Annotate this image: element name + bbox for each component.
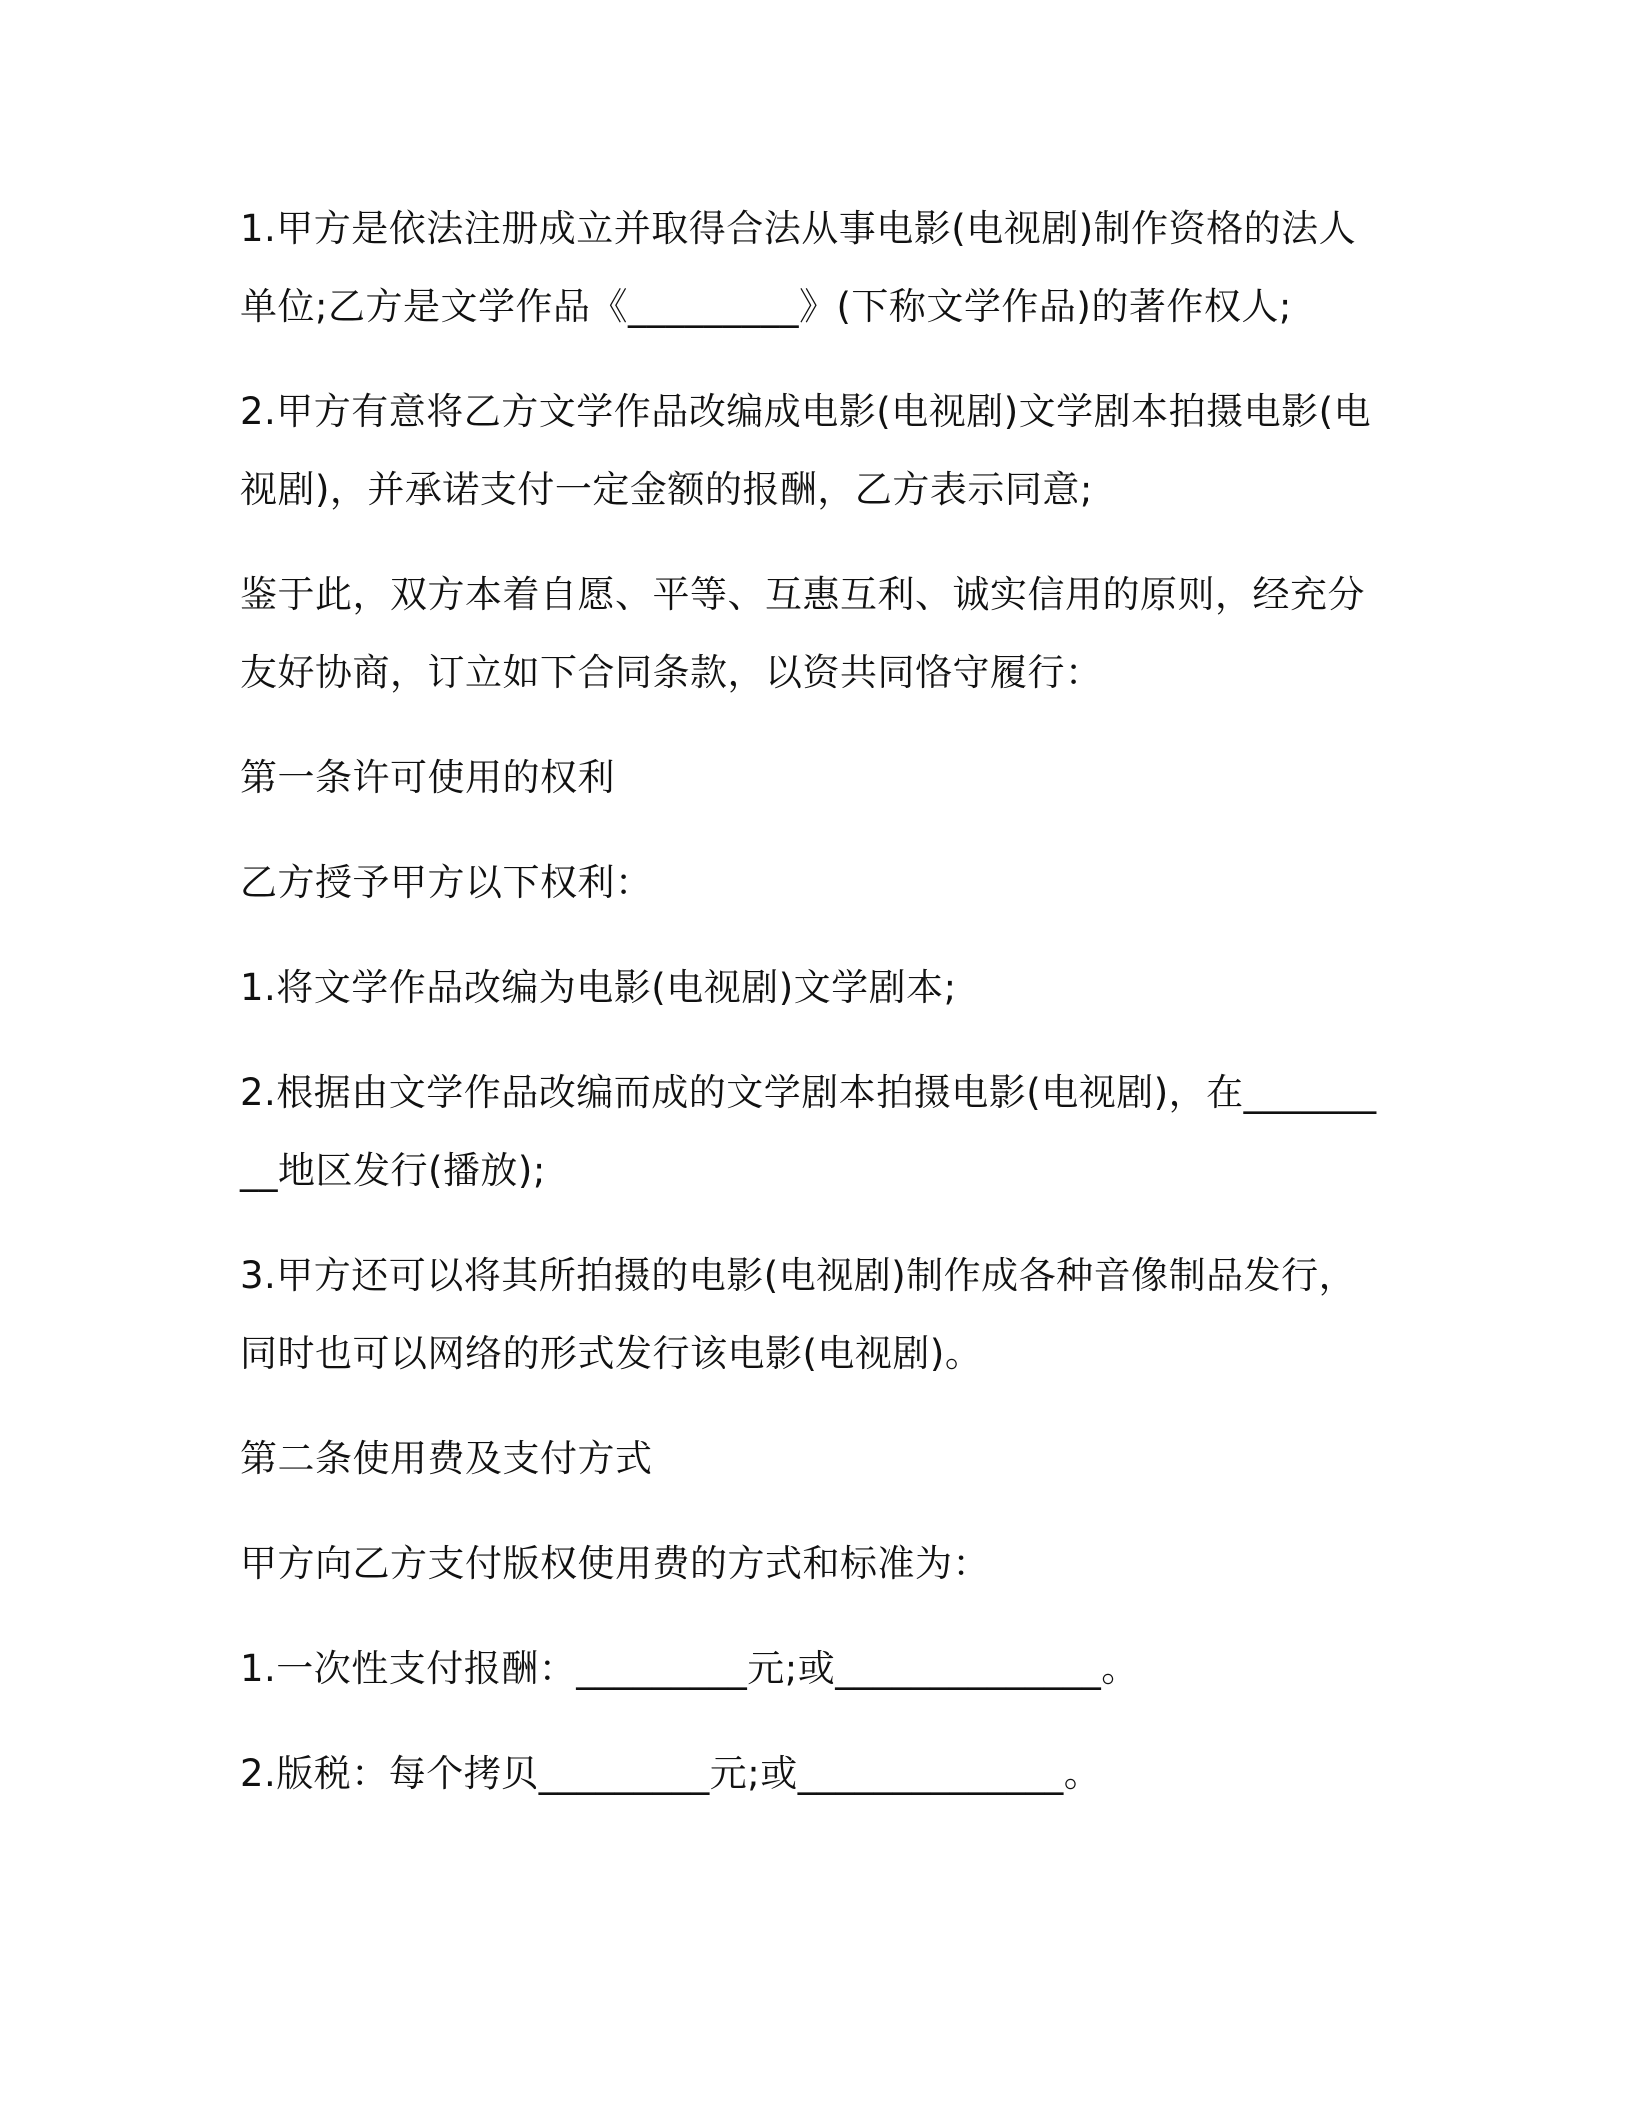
paragraph-preamble: 鉴于此，双方本着自愿、平等、互惠互利、诚实信用的原则，经充分友好协商，订立如下合同条款，以资共同恪守履行： — [240, 573, 1365, 694]
document-body — [240, 190, 1390, 1840]
paragraph-adaptation-intent: 2.甲方有意将乙方文学作品改编成电影(电视剧)文学剧本拍摄电影(电视剧)，并承诺支付一定金额的报酬，乙方表示同意; — [240, 390, 1372, 511]
section-heading-article-2: 第二条使用费及支付方式 — [240, 1437, 653, 1480]
paragraph-party-status: 1.甲方是依法注册成立并取得合法从事电影(电视剧)制作资格的法人单位;乙方是文学作品《_________》(下称文学作品)的著作权人; — [240, 207, 1357, 328]
clause-1-lump-sum: 1.一次性支付报酬：_________元;或______________。 — [240, 1647, 1139, 1690]
clause-2-distribution: 2.根据由文学作品改编而成的文学剧本拍摄电影(电视剧)，在_________地区发行(播放); — [240, 1071, 1377, 1192]
paragraph-payment-method: 甲方向乙方支付版权使用费的方式和标准为： — [240, 1542, 990, 1585]
clause-1-adaptation: 1.将文学作品改编为电影(电视剧)文学剧本; — [240, 966, 957, 1009]
clause-2-royalty: 2.版税：每个拷贝_________元;或______________。 — [240, 1752, 1102, 1795]
clause-3-audiovisual: 3.甲方还可以将其所拍摄的电影(电视剧)制作成各种音像制品发行，同时也可以网络的形式发行该电影(电视剧)。 — [240, 1254, 1357, 1375]
section-heading-article-1: 第一条许可使用的权利 — [240, 756, 615, 799]
paragraph-rights-granted: 乙方授予甲方以下权利： — [240, 861, 653, 904]
